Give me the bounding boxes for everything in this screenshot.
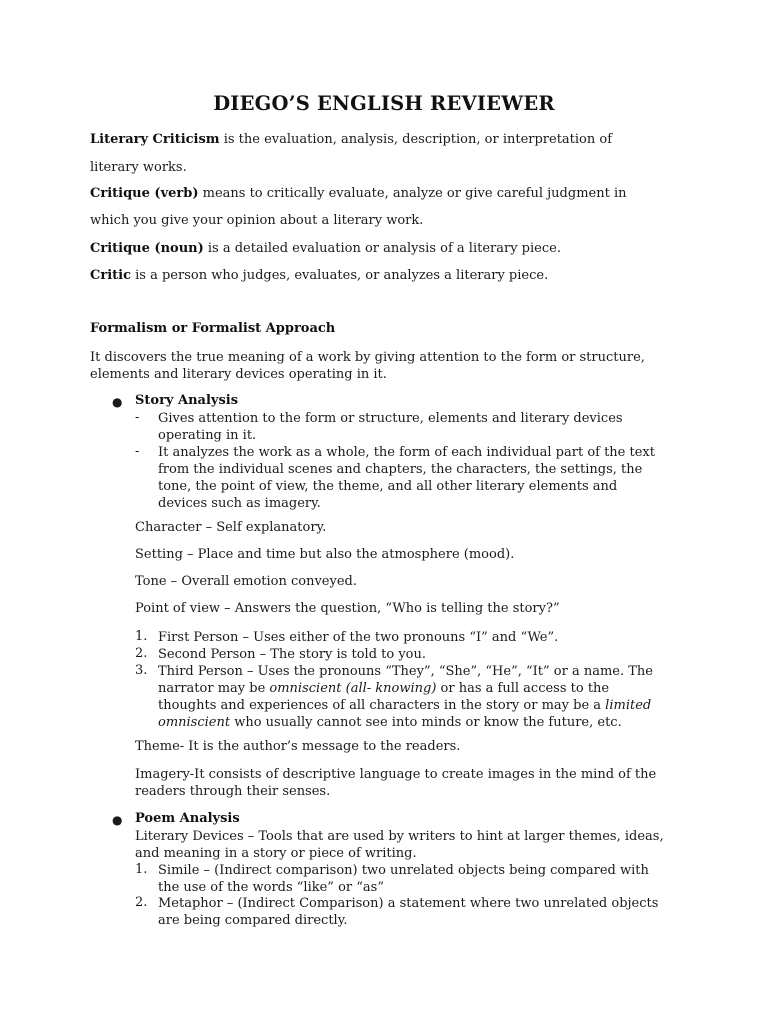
text-line: Imagery-It consists of descriptive language to create images in the mind of the (135, 767, 657, 782)
element-imagery (135, 766, 656, 800)
definition-continuation: literary works. (90, 160, 187, 175)
italic-term: limited (605, 698, 652, 713)
text-line (158, 714, 653, 731)
section-heading: Formalism or Formalist Approach (90, 321, 336, 336)
element-tone: Tone – Overall emotion conveyed. (135, 574, 357, 589)
element-theme: Theme- It is the author’s message to the readers. (135, 739, 461, 754)
element-point-of-view: Point of view – Answers the question, “Who is telling the story?” (135, 601, 560, 616)
story-point (158, 444, 655, 512)
intro-line: It discovers the true meaning of a work by giving attention to the form or structure, (90, 350, 645, 365)
italic-term: omniscient (all- knowing) (269, 681, 437, 696)
term: Literary Criticism (90, 132, 220, 147)
definition-text: means to critically evaluate, analyze or give careful judgment in (198, 186, 627, 201)
section-intro (90, 349, 645, 383)
element-setting: Setting – Place and time but also the atmosphere (mood). (135, 547, 515, 562)
bullet-icon: ● (112, 395, 123, 409)
text-line: are being compared directly. (158, 913, 348, 928)
term: Critique (verb) (90, 186, 199, 201)
pov-first-person: First Person – Uses either of the two pronouns “I” and “We”. (158, 630, 559, 645)
device-simile (158, 862, 649, 896)
dash-icon: - (135, 444, 140, 459)
text-line: Literary Devices – Tools that are used by writers to hint at larger themes, ideas, (135, 829, 664, 844)
list-number: 1. (135, 862, 148, 877)
definition-critique-verb (90, 186, 626, 201)
text-line: It analyzes the work as a whole, the form of each individual part of the text (158, 445, 655, 460)
literary-devices-intro (135, 828, 664, 862)
poem-analysis-heading: Poem Analysis (135, 811, 240, 826)
text-line (158, 697, 653, 714)
text-line: Gives attention to the form or structure, elements and literary devices (158, 411, 623, 426)
definition-text: is a person who judges, evaluates, or analyzes a literary piece. (131, 268, 549, 283)
text-line: Metaphor – (Indirect Comparison) a statement where two unrelated objects (158, 896, 659, 911)
definition-critique-noun (90, 241, 561, 256)
text-run: or has a full access to the (436, 681, 610, 696)
text-run: thoughts and experiences of all characters in the story or may be a (158, 698, 606, 713)
text-line (158, 680, 653, 697)
list-number: 2. (135, 646, 148, 661)
text-line: the use of the words “like” or “as” (158, 880, 384, 895)
pov-third-person (158, 663, 653, 731)
text-run: who usually cannot see into minds or know the future, etc. (230, 715, 622, 730)
bullet-icon: ● (112, 813, 123, 827)
text-line: readers through their senses. (135, 784, 331, 799)
text-line: devices such as imagery. (158, 496, 321, 511)
term: Critic (90, 268, 131, 283)
dash-icon: - (135, 410, 140, 425)
italic-term: omniscient (158, 715, 231, 730)
definition-critic (90, 268, 548, 283)
definition-text: is a detailed evaluation or analysis of a literary piece. (203, 241, 561, 256)
text-line: from the individual scenes and chapters, the characters, the settings, the (158, 462, 643, 477)
definition-text: is the evaluation, analysis, description, or interpretation of (219, 132, 613, 147)
definition-literary-criticism (90, 132, 612, 147)
text-run: narrator may be (158, 681, 270, 696)
term: Critique (noun) (90, 241, 204, 256)
pov-second-person: Second Person – The story is told to you. (158, 647, 427, 662)
list-number: 1. (135, 629, 148, 644)
text-line: Simile – (Indirect comparison) two unrelated objects being compared with (158, 863, 649, 878)
definition-continuation: which you give your opinion about a literary work. (90, 213, 424, 228)
device-metaphor (158, 895, 658, 929)
document-title: DIEGO’S ENGLISH REVIEWER (213, 92, 555, 115)
text-line: and meaning in a story or piece of writing. (135, 846, 417, 861)
list-number: 2. (135, 895, 148, 910)
story-analysis-heading: Story Analysis (135, 393, 239, 408)
story-point (158, 410, 623, 444)
text-line: tone, the point of view, the theme, and all other literary elements and (158, 479, 618, 494)
intro-line: elements and literary devices operating in it. (90, 367, 387, 382)
text-line: Third Person – Uses the pronouns “They”, “She”, “He”, “It” or a name. The (158, 664, 653, 679)
text-line: operating in it. (158, 428, 257, 443)
list-number: 3. (135, 663, 148, 678)
element-character: Character – Self explanatory. (135, 520, 327, 535)
